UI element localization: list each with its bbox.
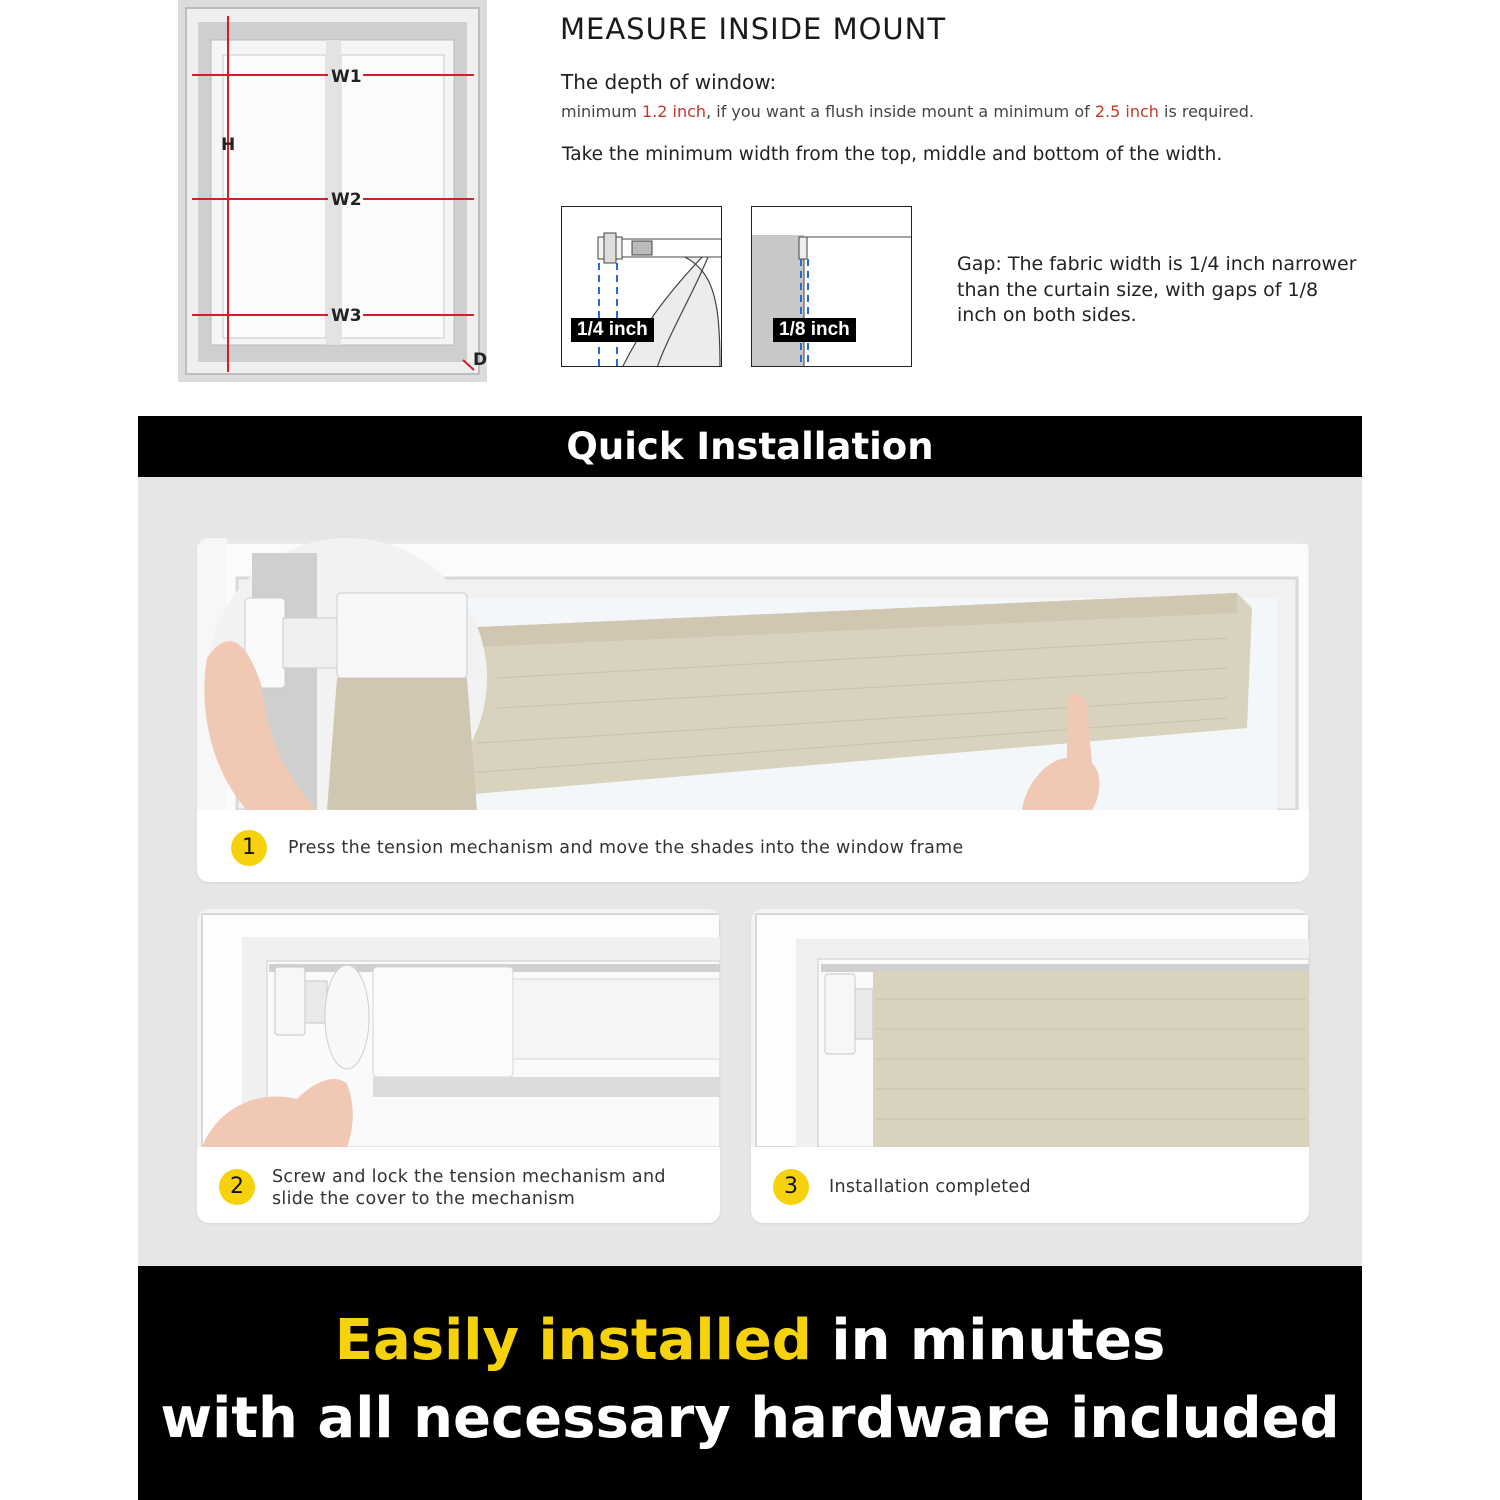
measure-title: MEASURE INSIDE MOUNT xyxy=(560,12,947,46)
window-measure-diagram xyxy=(178,0,487,382)
step-2-number: 2 xyxy=(219,1169,255,1205)
step-3-text: Installation completed xyxy=(829,1177,1031,1197)
w2-label: W2 xyxy=(331,190,362,210)
step-3-photo xyxy=(751,909,1309,1147)
gap-explanation: Gap: The fabric width is 1/4 inch narrower than the curtain size, with gaps of 1/8 inch on both sides. xyxy=(957,253,1357,326)
step-2-text: Screw and lock the tension mechanism and slide the cover to the mechanism xyxy=(272,1167,666,1209)
w1-label: W1 xyxy=(331,67,362,87)
step-3-card xyxy=(751,909,1309,1223)
banner-line-2: with all necessary hardware included xyxy=(160,1386,1340,1451)
gap-label-quarter: 1/4 inch xyxy=(571,318,654,342)
step-1-card xyxy=(197,538,1309,882)
quick-installation-title: Quick Installation xyxy=(566,425,934,468)
gap-diagram-quarter xyxy=(561,206,722,367)
width-instruction: Take the minimum width from the top, middle and bottom of the width. xyxy=(562,144,1223,165)
banner-highlight: Easily installed xyxy=(334,1308,812,1373)
h-label: H xyxy=(221,135,236,155)
depth-text: minimum 1.2 inch, if you want a flush inside mount a minimum of 2.5 inch is required. xyxy=(561,102,1254,121)
step-2-card xyxy=(197,909,720,1223)
step-1-text: Press the tension mechanism and move the shades into the window frame xyxy=(288,838,964,858)
d-label: D xyxy=(473,350,487,370)
step-1-photo xyxy=(197,538,1309,810)
bottom-banner xyxy=(138,1266,1362,1500)
w3-label: W3 xyxy=(331,306,362,326)
banner-line-1: Easily installed in minutes xyxy=(334,1308,1166,1373)
gap-label-eighth: 1/8 inch xyxy=(773,318,856,342)
depth-flush-value: 2.5 inch xyxy=(1094,102,1159,121)
step-3-number: 3 xyxy=(773,1169,809,1205)
depth-min-value: 1.2 inch xyxy=(642,102,707,121)
step-1-number: 1 xyxy=(231,830,267,866)
step-2-photo xyxy=(197,909,720,1147)
quick-installation-header xyxy=(138,416,1362,477)
gap-diagram-eighth xyxy=(751,206,912,367)
depth-title: The depth of window: xyxy=(561,70,777,94)
